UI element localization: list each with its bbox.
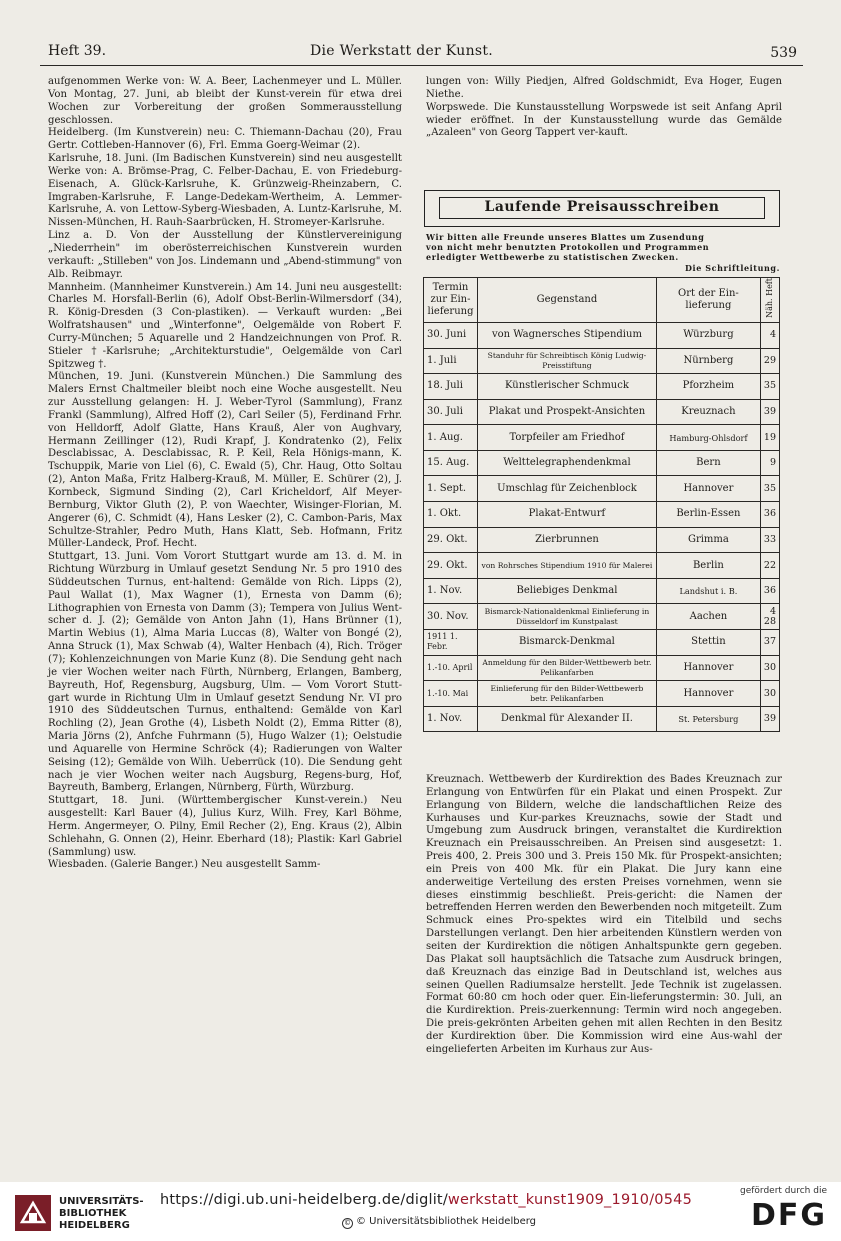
header-termin: Termin zur Ein-lieferung [424,278,478,323]
right-column-bottom [426,774,782,1057]
cell-gegenstand: Beliebiges Denkmal [478,578,657,604]
table-row [424,655,780,681]
table-row [424,527,780,553]
viewer-footer [0,1182,841,1241]
paragraph-mannheim: Mannheim. (Mannheimer Kunstverein.) Am 14. Juni neu ausgestellt: Charles M. Horsfall-Berlin (6), Adolf Obst-Berlin-Wilmersdorf (34), R. König-Dresden (3 Con-plastiken). — Verkauft wurden: „Bei Wolfratshausen" und „Winterfonne", Oelgemälde von Robert F. Curry-München; 5 Aquarelle und 2 Handzeichnungen von Prof. R. Stieler †-Karlsruhe; „Architekturstudie", Oelgemälde von Carl Spitzweg †. [48,281,402,370]
journal-title: Die Werkstatt der Kunst. [310,43,494,59]
cell-termin: 30. Nov. [424,604,478,630]
cell-ort: Berlin [656,553,760,579]
notice-line: erledigter Wettbewerbe zu statistischen Zwecken. [426,252,679,263]
cell-ort: Stettin [656,630,760,656]
cell-termin: 1. Juli [424,348,478,374]
paragraph-linz: Linz a. D. Von der Ausstellung der Künstlervereinigung „Niederrhein" im oberösterreichischen Kunstverein wurden verkauft: „Stilleben" von Jos. Lindemann und „Abend-stimmung" von Alb. Reibmayr. [48,230,402,280]
cell-heft: 29 [760,348,779,374]
table-row [424,374,780,400]
paragraph-wiesbaden-cont: lungen von: Willy Piedjen, Alfred Goldschmidt, Eva Hoger, Eugen Niethe. [426,76,782,100]
cell-termin: 1.-10. Mai [424,681,478,707]
cell-ort: Hannover [656,476,760,502]
cell-termin: 29. Okt. [424,553,478,579]
table-row [424,348,780,374]
cell-heft: 39 [760,706,779,732]
cell-termin: 1. Nov. [424,578,478,604]
cell-heft: 9 [760,450,779,476]
cell-termin: 1911 1. Febr. [424,630,478,656]
cell-heft: 37 [760,630,779,656]
paragraph-worpswede: Worpswede. Die Kunstausstellung Worpswede ist seit Anfang April wieder eröffnet. In der Kunstausstellung wurde das Gemälde „Azaleen" von Georg Tappert ver-kauft. [426,101,782,139]
right-column-top [426,76,782,140]
table-row [424,425,780,451]
table-body [424,322,780,732]
cell-termin: 30. Juni [424,322,478,348]
table-row [424,450,780,476]
cell-termin: 15. Aug. [424,450,478,476]
cell-termin: 18. Juli [424,374,478,400]
page-header [40,40,803,66]
cell-ort: Landshut i. B. [656,578,760,604]
cell-ort: Berlin-Essen [656,502,760,528]
cell-termin: 1. Aug. [424,425,478,451]
cell-heft: 4 [760,322,779,348]
cell-ort: St. Petersburg [656,706,760,732]
cell-gegenstand: Bismarck-Denkmal [478,630,657,656]
cell-ort: Kreuznach [656,399,760,425]
cell-heft: 30 [760,681,779,707]
cell-gegenstand: Anmeldung für den Bilder-Wettbewerb betr. Pelikanfarben [478,655,657,681]
dfg-logo[interactable] [740,1186,827,1233]
cell-termin: 1. Sept. [424,476,478,502]
left-column [48,76,402,872]
header-ort: Ort der Ein-lieferung [656,278,760,323]
cell-termin: 1.-10. April [424,655,478,681]
cell-heft: 35 [760,374,779,400]
table-row [424,553,780,579]
cell-termin: 29. Okt. [424,527,478,553]
paragraph-heidelberg: Heidelberg. (Im Kunstverein) neu: C. Thiemann-Dachau (20), Frau Gertr. Cottleben-Hannover (6), Frl. Emma Goerg-Weimar (2). [48,127,402,152]
notice-signature: Die Schriftleitung. [685,262,780,273]
library-seal-icon [14,1194,52,1232]
cell-ort: Hannover [656,681,760,707]
notice-line: Wir bitten alle Freunde unseres Blattes um Zusendung [426,232,705,242]
cell-gegenstand: Einlieferung für den Bilder-Wettbewerb betr. Pelikanfarben [478,681,657,707]
cell-gegenstand: Welttelegraphendenkmal [478,450,657,476]
table-row [424,502,780,528]
cell-ort: Hamburg-Ohlsdorf [656,425,760,451]
cell-termin: 1. Nov. [424,706,478,732]
header-heft: Näh. Heft [760,278,779,323]
library-name: UNIVERSITÄTS-BIBLIOTHEK HEIDELBERG [59,1196,144,1231]
cell-heft: 22 [760,553,779,579]
paragraph-stuttgart-18: Stuttgart, 18. Juni. (Württembergischer Kunst-verein.) Neu ausgestellt: Karl Bauer (4), Julius Kurz, Wilh. Frey, Karl Böhme, Herm. Angermeyer, O. Pilny, Emil Recher (2), Eng. Kraus (2), Albin Schlehahn, G. Onnen (2), Heinr. Eberhard (18); Plastik: Karl Gabriel (Sammlung) usw. [48,795,402,858]
cell-gegenstand: Bismarck-Nationaldenkmal Einlieferung in Düsseldorf im Kunstpalast [478,604,657,630]
cell-ort: Bern [656,450,760,476]
paragraph-intro: aufgenommen Werke von: W. A. Beer, Lachenmeyer und L. Müller. Von Montag, 27. Juni, ab bleibt der Kunst-verein für etwa drei Wochen zur Vorbereitung der großen Sommerausstellung geschlossen. [48,76,402,126]
cell-heft: 33 [760,527,779,553]
permalink[interactable]: https://digi.ub.uni-heidelberg.de/diglit/werkstatt_kunst1909_1910/0545 [160,1192,693,1208]
cell-heft: 4 28 [760,604,779,630]
notice-line: von nicht mehr benutzten Protokollen und Programmen [426,242,710,253]
cell-gegenstand: Zierbrunnen [478,527,657,553]
cell-ort: Pforzheim [656,374,760,400]
paragraph-muenchen: München, 19. Juni. (Kunstverein München.) Die Sammlung des Malers Ernst Chaltmeiler bleibt noch eine Woche ausgestellt. Neu zur Ausstellung gelangen: H. J. Weber-Tyrol (Sammlung), Franz Frankl (Sammlung), Alfred Hoff (2), Carl Seiler (5), Ferdinand Frhr. von Helldorff, Adolf Glatte, Hans Krauß, Aler von Aughvary, Hermann Zeillinger (12), Rudi Krapf, J. Kondratenko (2), Felix Desclabissac, A. Desclabissac, R. P. Keil, Rela Hönigs-mann, K. Tschuppik, Marie von Liel (6), C. Ewald (5), Chr. Haug, Otto Soltau (2), Anton Maßa, Fritz Halberg-Krauß, M. Müller, E. Schürer (2), J. Kornbeck, Sigmund Sinding (2), Carl Kricheldorf, Alf Meyer-Bernburg, Viktor Gluth (2), P. von Waechter, Wisinger-Florian, M. Angerer (6), C. Schmidt (4), Hans Lesker (2), C. Cambon-Paris, Max Schultze-Strahler, Pedro Muth, Hans Klatt, Seb. Hofmann, Fritz Müller-Landeck, Prof. Hecht. [48,371,402,550]
editorial-notice [426,232,780,273]
competitions-table [423,277,780,732]
table-row [424,706,780,732]
paragraph-stuttgart-13: Stuttgart, 13. Juni. Vom Vorort Stuttgart wurde am 13. d. M. in Richtung Würzburg in Umlauf gesetzt Sendung Nr. 5 pro 1910 des Süddeutschen Turnus, ent-haltend: Gemälde von Rich. Lipps (2), Paul Wallat (1), Max Wagner (1), Ernesta von Damm (6); Lithographien von Ernesta von Damm (3); Tempera von Julius Went-scher d. J. (2); Gemälde von Anton Jahn (1), Hans Brünner (1), Martin Webius (1), Alma Maria Luccas (8), Walter von Bongé (2), Anna Struck (1), Max Schwab (4), Walter Henbach (4), Rich. Tröger (7); Kohlenzeichnungen von Marie Kunz (8). Die Sendung geht nach je vier Wochen weiter nach Fürth, Nürnberg, Erlangen, Bamberg, Bayreuth, Hof, Regensburg, Augsburg, Ulm. — Vom Vorort Stutt-gart wurde in Richtung Ulm in Umlauf gesetzt Sendung Nr. VI pro 1910 des Süddeutschen Turnus, enthaltend: Gemälde von Karl Rochling (2), Jean Grothe (4), Lisbeth Noldt (2), Emma Ritter (8), Maria Jörns (2), Anfche Fuhrmann (5), Hugo Walzer (1); Oelstudie und Aquarelle von Hermine Schröck (4); Radierungen von Walter Seising (12); Gemälde von Wilh. Ueberrück (10). Die Sendung geht nach je vier Wochen weiter nach Augsburg, Regens-burg, Hof, Bayreuth, Bamberg, Erlangen, Nürnberg, Fürth, Würzburg. [48,551,402,794]
table-row [424,681,780,707]
copyright-notice: © © Universitätsbibliothek Heidelberg [344,1216,537,1227]
section-title: Laufende Preisausschreiben [439,197,765,219]
page-number: 539 [770,45,797,61]
cell-heft: 36 [760,578,779,604]
issue-number: Heft 39. [48,43,107,59]
cell-ort: Grimma [656,527,760,553]
cell-heft: 19 [760,425,779,451]
table-row [424,630,780,656]
paragraph-kreuznach: Kreuznach. Wettbewerb der Kurdirektion des Bades Kreuznach zur Erlangung von Entwürfen für ein Plakat und einen Prospekt. Zur Erlangung von Bildern, welche die landschaftlichen Reize des Kurhauses und Kur-parkes Kreuznachs, sowie der Stadt und Umgebung zum Ausdruck bringen, veranstaltet die Kurdirektion Kreuznach ein Preisausschreiben. An Preisen sind ausgesetzt: 1. Preis 400, 2. Preis 300 und 3. Preis 150 Mk. für Prospekt-ansichten; ein Preis von 400 Mk. für ein Plakat. Die Jury kann eine anderweitige Verteilung des ersten Preises vornehmen, wenn sie dieses einstimmig beschließt. Preis-gericht: die Namen der betreffenden Herren werden den Bewerbenden noch mitgeteilt. Zum Schmuck eines Pro-spektes wird ein Titelbild und sechs Darstellungen verlangt. Den hier arbeitenden Künstlern werden von seiten der Kurdirektion die nötigen Anhaltspunkte gern gegeben. Das Plakat soll hauptsächlich die Tatsache zum Ausdruck bringen, daß Kreuznach das einzige Bad in Deutschland ist, welches aus seinen Quellen Radiumsalze herstellt. Jede Technik ist zugelassen. Format 60:80 cm hoch oder quer. Ein-lieferungstermin: 30. Juli, an die Kurdirektion. Preis-zuerkennung: Termin wird noch angegeben. Die preis-gekrönten Arbeiten gehen mit allen Rechten in den Besitz der Kurdirektion über. Die Kommission wird eine Aus-wahl der eingelieferten Arbeiten im Kurhaus zur Aus- [426,774,782,1055]
copyright-icon: © [344,1219,351,1227]
cell-gegenstand: Plakat-Entwurf [478,502,657,528]
cell-gegenstand: Torpfeiler am Friedhof [478,425,657,451]
section-banner [424,190,780,227]
table-row [424,604,780,630]
funding-label: gefördert durch die [740,1186,827,1196]
cell-ort: Würzburg [656,322,760,348]
cell-termin: 30. Juli [424,399,478,425]
cell-ort: Aachen [656,604,760,630]
table-header-row [424,278,780,323]
cell-gegenstand: Denkmal für Alexander II. [478,706,657,732]
cell-termin: 1. Okt. [424,502,478,528]
table-row [424,578,780,604]
table-row [424,322,780,348]
header-gegenstand: Gegenstand [478,278,657,323]
dfg-wordmark: DFG [750,1198,827,1233]
cell-gegenstand: Umschlag für Zeichenblock [478,476,657,502]
cell-heft: 36 [760,502,779,528]
cell-gegenstand: Plakat und Prospekt-Ansichten [478,399,657,425]
paragraph-karlsruhe: Karlsruhe, 18. Juni. (Im Badischen Kunstverein) sind neu ausgestellt Werke von: A. Brömse-Prag, C. Felber-Dachau, E. von Friedeburg-Eisenach, A. Glück-Karlsruhe, K. Grünzweig-Rheinzabern, C. Imgraben-Karlsruhe, F. Lange-Dedekam-Wertheim, A. Lemmer-Karlsruhe, A. von Lettow-Syberg-Wiesbaden, A. Luntz-Karlsruhe, M. Nissen-München, H. Rauh-Saarbrücken, H. Stromeyer-Karlsruhe. [48,153,402,229]
cell-ort: Hannover [656,655,760,681]
table-row [424,476,780,502]
cell-heft: 35 [760,476,779,502]
table-row [424,399,780,425]
cell-gegenstand: Standuhr für Schreibtisch König Ludwig-Preisstiftung [478,348,657,374]
cell-gegenstand: von Rohrsches Stipendium 1910 für Malerei [478,553,657,579]
cell-heft: 30 [760,655,779,681]
cell-ort: Nürnberg [656,348,760,374]
cell-gegenstand: von Wagnersches Stipendium [478,322,657,348]
cell-heft: 39 [760,399,779,425]
paragraph-wiesbaden: Wiesbaden. (Galerie Banger.) Neu ausgestellt Samm- [48,859,321,871]
cell-gegenstand: Künstlerischer Schmuck [478,374,657,400]
